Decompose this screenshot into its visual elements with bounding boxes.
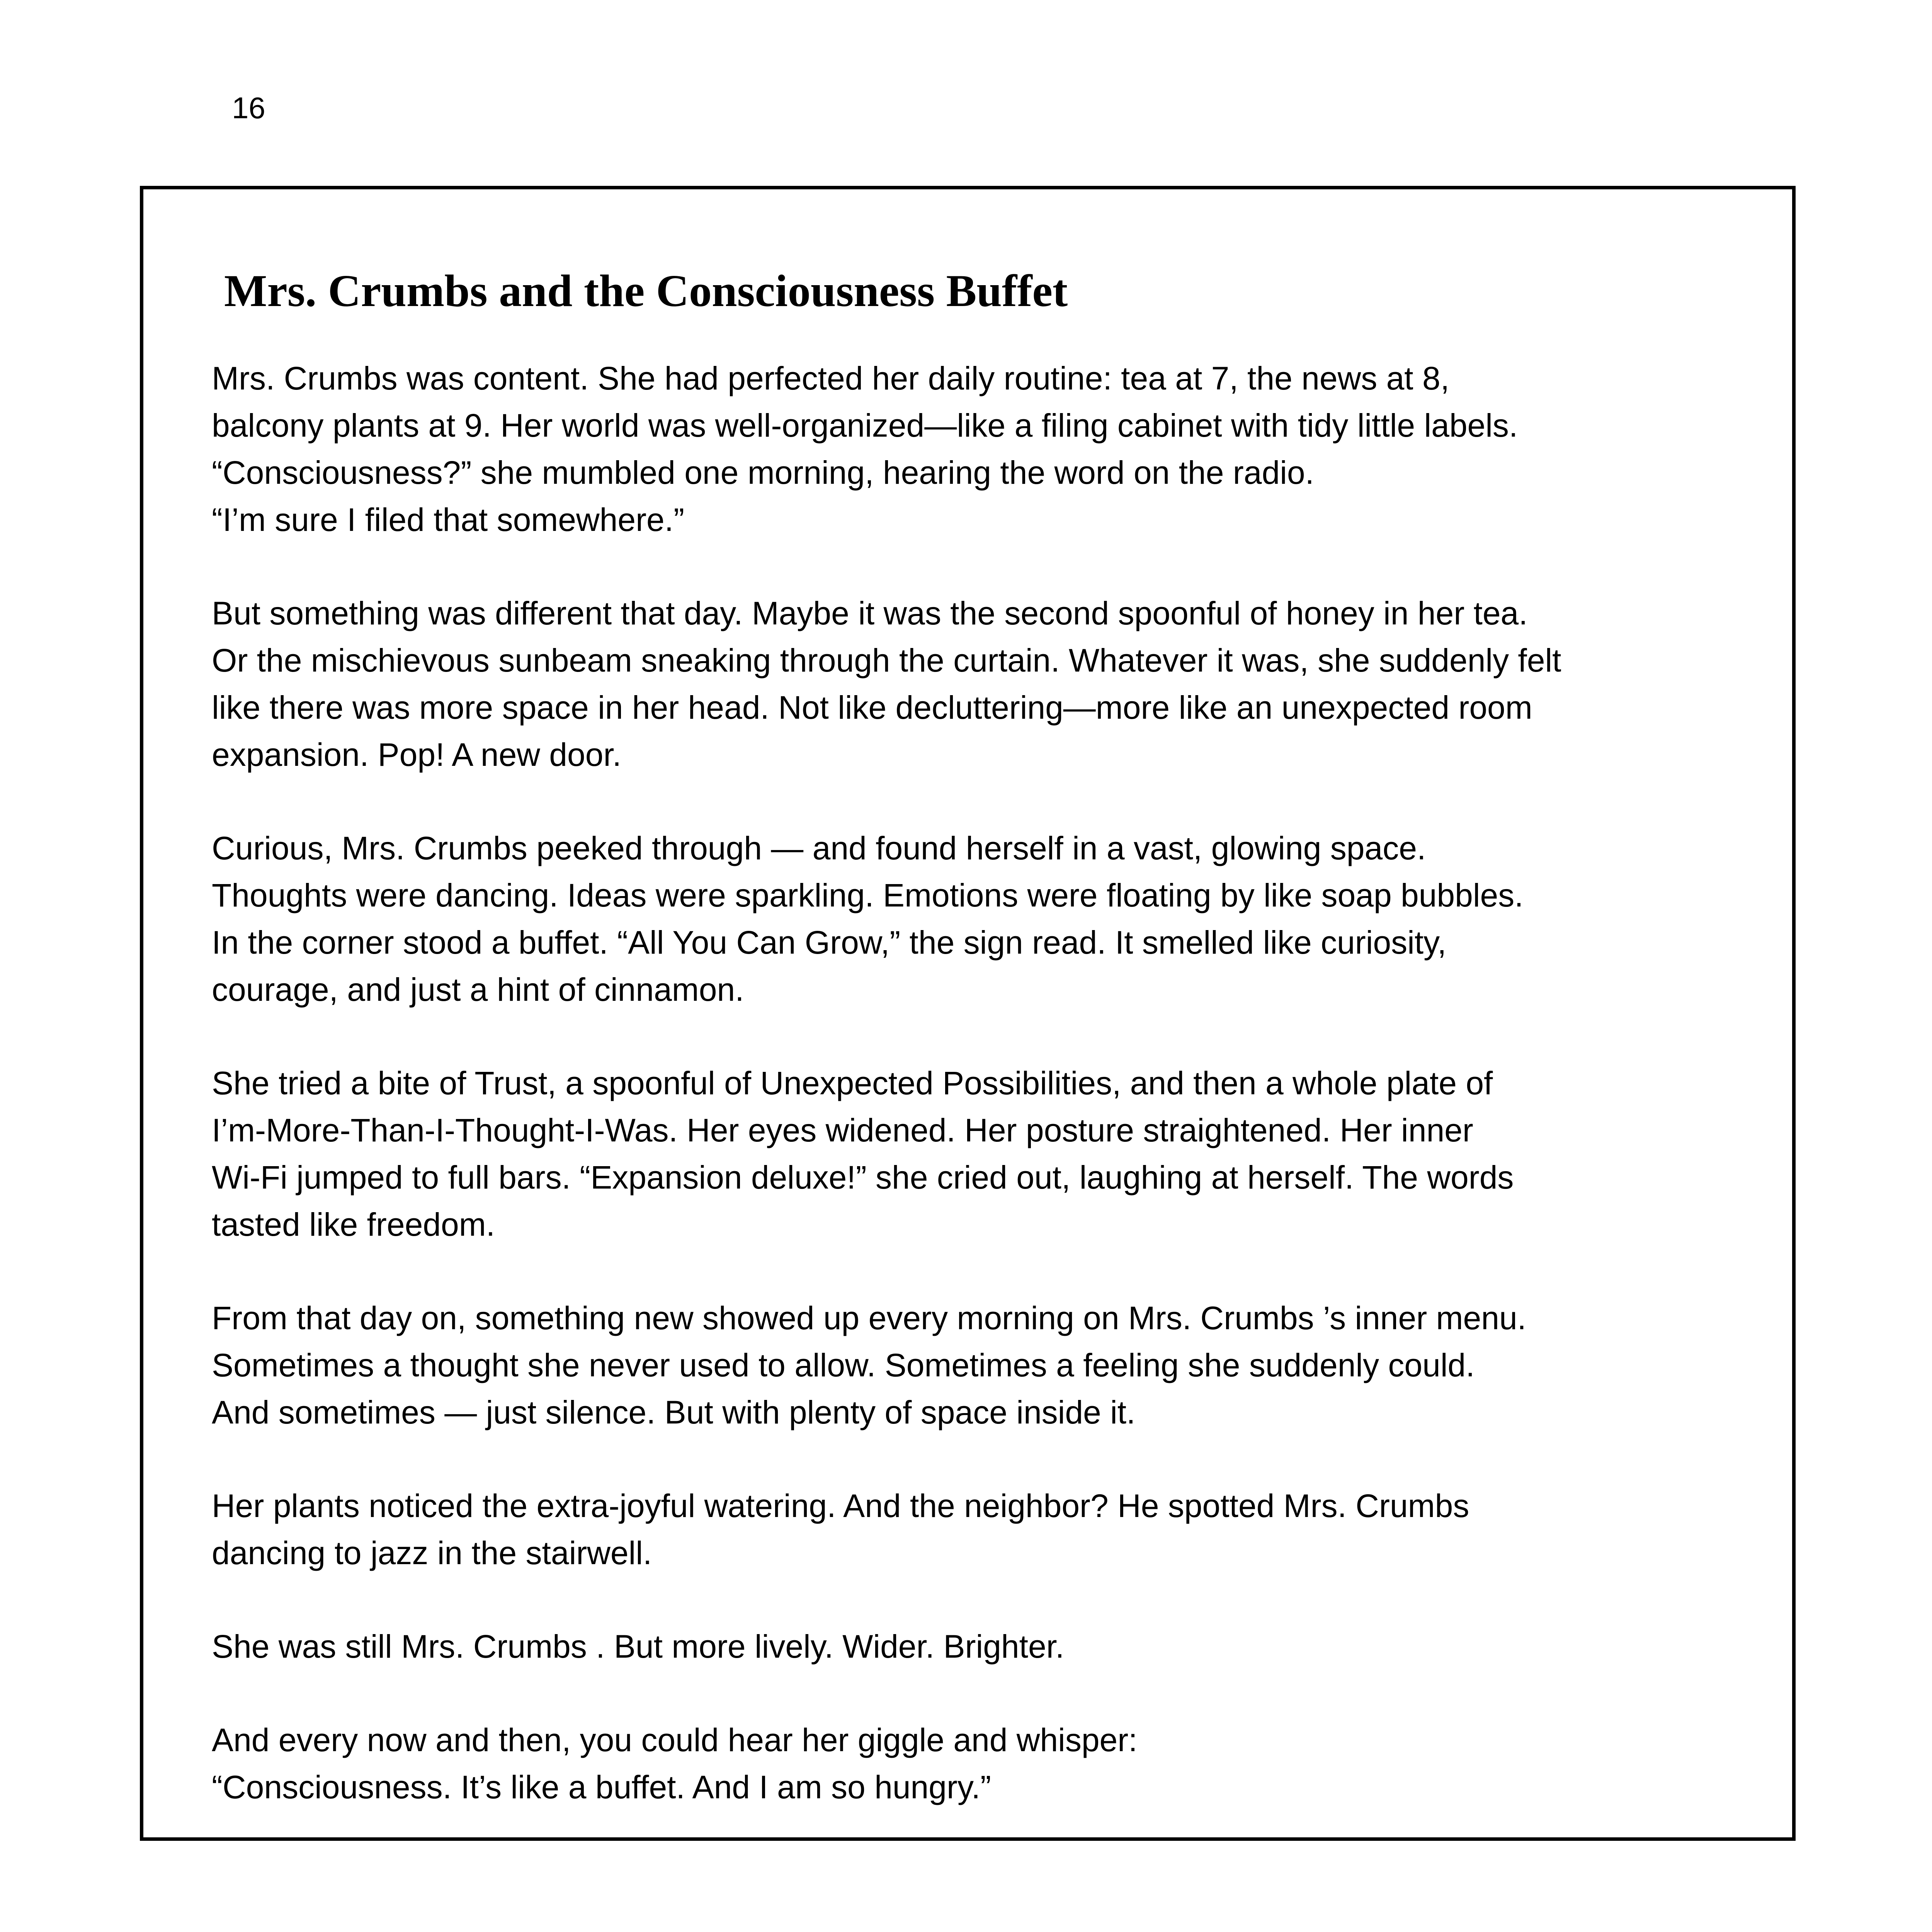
paragraph-1 [212, 355, 1757, 543]
text-line: She was still Mrs. Crumbs . But more lively. Wider. Brighter. [212, 1628, 1065, 1665]
text-line: dancing to jazz in the stairwell. [212, 1535, 652, 1571]
text-line: From that day on, something new showed up every morning on Mrs. Crumbs ’s inner menu. [212, 1300, 1526, 1336]
text-line: tasted like freedom. [212, 1206, 495, 1243]
text-line: “I’m sure I filed that somewhere.” [212, 502, 685, 538]
text-line: Curious, Mrs. Crumbs peeked through — and found herself in a vast, glowing space. [212, 830, 1426, 866]
text-line: expansion. Pop! A new door. [212, 736, 622, 773]
text-line: Her plants noticed the extra-joyful watering. And the neighbor? He spotted Mrs. Crumbs [212, 1488, 1469, 1524]
text-line: I’m-More-Than-I-Thought-I-Was. Her eyes widened. Her posture straightened. Her inner [212, 1112, 1473, 1148]
text-line: courage, and just a hint of cinnamon. [212, 971, 744, 1008]
text-line: Sometimes a thought she never used to allow. Sometimes a feeling she suddenly could. [212, 1347, 1475, 1383]
text-line: Wi-Fi jumped to full bars. “Expansion deluxe!” she cried out, laughing at herself. The words [212, 1159, 1514, 1196]
text-line: She tried a bite of Trust, a spoonful of Unexpected Possibilities, and then a whole plate of [212, 1065, 1493, 1101]
text-line: “Consciousness?” she mumbled one morning, hearing the word on the radio. [212, 454, 1314, 491]
text-line: balcony plants at 9. Her world was well-organized—like a filing cabinet with tidy little labels. [212, 407, 1518, 444]
text-line: And every now and then, you could hear her giggle and whisper: [212, 1722, 1138, 1758]
text-line: Mrs. Crumbs was content. She had perfected her daily routine: tea at 7, the news at 8, [212, 360, 1450, 396]
paragraph-6 [212, 1482, 1757, 1577]
text-line: Thoughts were dancing. Ideas were sparkling. Emotions were floating by like soap bubbles. [212, 877, 1524, 913]
page-number: 16 [232, 91, 265, 125]
text-line: Or the mischievous sunbeam sneaking through the curtain. Whatever it was, she suddenly felt [212, 642, 1561, 679]
paragraph-8 [212, 1716, 1757, 1811]
paragraph-5 [212, 1294, 1757, 1436]
text-line: But something was different that day. Maybe it was the second spoonful of honey in her tea. [212, 595, 1528, 631]
text-line: “Consciousness. It’s like a buffet. And I am so hungry.” [212, 1769, 992, 1805]
story-body [212, 355, 1757, 1857]
text-line: And sometimes — just silence. But with plenty of space inside it. [212, 1394, 1136, 1430]
paragraph-2 [212, 590, 1757, 778]
paragraph-4 [212, 1060, 1757, 1248]
paragraph-3 [212, 825, 1757, 1013]
text-line: like there was more space in her head. Not like decluttering—more like an unexpected room [212, 689, 1532, 726]
text-line: In the corner stood a buffet. “All You Can Grow,” the sign read. It smelled like curiosity, [212, 924, 1447, 961]
story-title: Mrs. Crumbs and the Consciousness Buffet [224, 265, 1068, 316]
paragraph-7 [212, 1623, 1757, 1670]
